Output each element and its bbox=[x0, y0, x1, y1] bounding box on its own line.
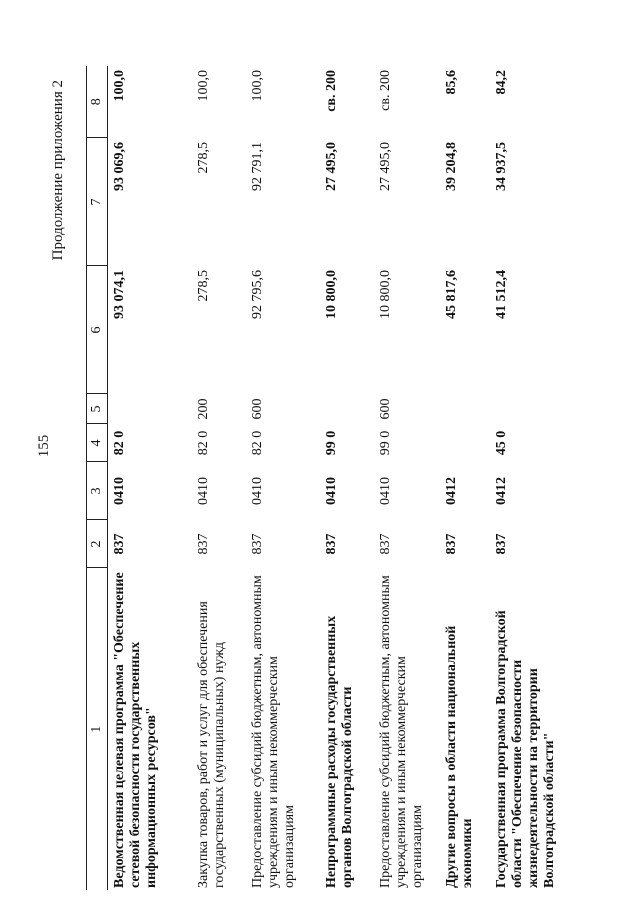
header-col-6: 6 bbox=[87, 266, 108, 394]
row-section: 0412 bbox=[443, 477, 459, 505]
row-name: Ведомственная целевая программа "Обеспечение сетевой безопасности государственных информационных ресурсов" bbox=[112, 572, 160, 888]
row-plan: 10 800,0 bbox=[377, 270, 393, 319]
row-expense-type bbox=[320, 394, 374, 424]
row-name: Предоставление субсидий бюджетным, автономным учреждениям и иным некоммерческим организациям bbox=[249, 575, 297, 888]
row-fact: 34 937,5 bbox=[493, 142, 509, 191]
table-row bbox=[320, 66, 374, 890]
row-plan: 10 800,0 bbox=[323, 270, 339, 319]
table-row bbox=[246, 66, 320, 890]
row-name: Другие вопросы в области национальной экономики bbox=[443, 625, 475, 888]
row-section: 0412 bbox=[493, 477, 509, 505]
row-expense-type: 600 bbox=[249, 398, 265, 420]
row-plan: 41 512,4 bbox=[493, 270, 509, 319]
table-row bbox=[108, 66, 192, 890]
row-fact: 39 204,8 bbox=[443, 142, 459, 191]
row-code: 837 bbox=[195, 533, 211, 555]
row-name: Государственная программа Волгоградской области "Обеспечение безопасности жизнедеятельности на территории Волгоградской области" bbox=[493, 610, 557, 888]
row-percent: 84,2 bbox=[493, 70, 509, 95]
header-col-4: 4 bbox=[87, 424, 108, 462]
row-percent: 100,0 bbox=[249, 70, 265, 102]
row-percent: св. 200 bbox=[323, 70, 339, 112]
header-col-5: 5 bbox=[87, 394, 108, 424]
row-plan: 45 817,6 bbox=[443, 270, 459, 319]
header-col-3: 3 bbox=[87, 462, 108, 520]
row-code: 837 bbox=[377, 533, 393, 555]
row-article: 82 0 bbox=[195, 430, 211, 456]
row-article: 99 0 bbox=[377, 430, 393, 456]
row-fact: 27 495,0 bbox=[323, 142, 339, 191]
appendix-caption: Продолжение приложения 2 bbox=[50, 80, 66, 261]
row-article bbox=[440, 424, 490, 462]
table-row bbox=[192, 66, 246, 890]
row-section: 0410 bbox=[112, 477, 127, 505]
row-expense-type: 200 bbox=[195, 398, 211, 420]
header-col-7: 7 bbox=[87, 138, 108, 266]
row-name: Закупка товаров, работ и услуг для обеспечения государственных (муниципальных) нужд bbox=[195, 601, 227, 888]
row-plan: 92 795,6 bbox=[249, 270, 265, 319]
row-plan: 278,5 bbox=[195, 270, 211, 302]
row-article: 82 0 bbox=[249, 430, 265, 456]
row-expense-type: 600 bbox=[377, 398, 393, 420]
row-section: 0410 bbox=[249, 477, 265, 505]
row-code: 837 bbox=[112, 533, 127, 555]
row-percent: 100,0 bbox=[195, 70, 211, 102]
row-code: 837 bbox=[249, 533, 265, 555]
row-plan: 93 074,1 bbox=[112, 270, 127, 319]
header-col-2: 2 bbox=[87, 520, 108, 568]
row-name: Непрограммные расходы государственных органов Волгоградской области bbox=[323, 615, 355, 888]
row-percent: 100,0 bbox=[112, 70, 127, 102]
page-number: 155 bbox=[36, 434, 52, 458]
row-article: 45 0 bbox=[493, 430, 509, 456]
row-fact: 278,5 bbox=[195, 142, 211, 174]
header-col-1: 1 bbox=[87, 568, 108, 890]
row-expense-type bbox=[108, 394, 192, 424]
table-row bbox=[440, 66, 490, 890]
row-percent: 85,6 bbox=[443, 70, 459, 95]
row-article: 82 0 bbox=[112, 430, 127, 456]
row-section: 0410 bbox=[377, 477, 393, 505]
header-row bbox=[87, 66, 108, 890]
row-section: 0410 bbox=[323, 477, 339, 505]
row-name: Предоставление субсидий бюджетным, автономным учреждениям и иным некоммерческим организациям bbox=[377, 575, 425, 888]
table-row bbox=[490, 66, 580, 890]
row-section: 0410 bbox=[195, 477, 211, 505]
row-code: 837 bbox=[443, 533, 459, 555]
row-expense-type bbox=[440, 394, 490, 424]
row-code: 837 bbox=[493, 533, 509, 555]
budget-table bbox=[86, 66, 580, 890]
row-percent: св. 200 bbox=[377, 70, 393, 111]
row-expense-type bbox=[490, 394, 580, 424]
row-fact: 92 791,1 bbox=[249, 142, 265, 191]
header-col-8: 8 bbox=[87, 66, 108, 138]
table-row bbox=[374, 66, 440, 890]
row-fact: 93 069,6 bbox=[112, 142, 127, 191]
row-article: 99 0 bbox=[323, 430, 339, 456]
row-code: 837 bbox=[323, 533, 339, 555]
row-fact: 27 495,0 bbox=[377, 142, 393, 191]
